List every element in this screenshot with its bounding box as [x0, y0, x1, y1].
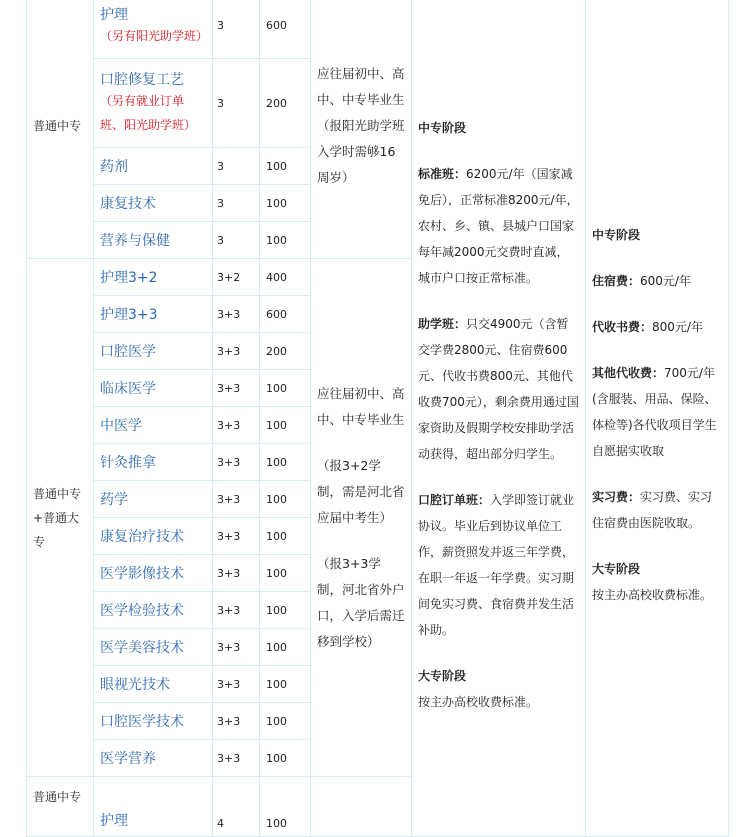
- fee-aid-text: 只交4900元（含暂交学费2800元、住宿费600元、代收书费800元、其他代收费700元），剩余费用通过国家资助及假期学校安排助学活动获得，超出部分归学生。: [418, 316, 579, 461]
- plan-cell: 100: [260, 370, 311, 407]
- major-note: （另有就业订单班、阳光助学班）: [100, 94, 197, 132]
- years-cell: 3: [213, 185, 260, 222]
- fee-order-label: 口腔订单班：: [418, 492, 491, 507]
- requirement-text-2: （报3+2学制，需是河北省应届中考生）: [317, 457, 405, 525]
- plan-cell: 100: [260, 592, 311, 629]
- plan-cell: 200: [260, 59, 311, 148]
- major-name: 口腔医学技术: [94, 703, 213, 740]
- major-name: 护理: [100, 6, 128, 23]
- major-name: 中医学: [94, 407, 213, 444]
- other-dz-title: 大专阶段: [592, 561, 641, 576]
- years-cell: 3: [213, 222, 260, 259]
- books-label: 代收书费：: [592, 319, 653, 334]
- category-cell: 普通中专: [27, 777, 94, 837]
- major-name: 康复技术: [94, 185, 213, 222]
- years-cell: 3+3: [213, 703, 260, 740]
- major-name: 针灸推拿: [94, 444, 213, 481]
- plan-cell: 600: [260, 0, 311, 59]
- requirement-text-1: 应往届初中、高中、中专毕业生: [317, 385, 405, 427]
- other-zz-title: 中专阶段: [592, 227, 641, 242]
- major-name: 医学美容技术: [94, 629, 213, 666]
- intern-text: 实习费、实习住宿费由医院收取。: [592, 489, 713, 530]
- plan-cell: 600: [260, 296, 311, 333]
- requirement-cell: [311, 259, 412, 777]
- years-cell: 3+3: [213, 555, 260, 592]
- lodging-label: 住宿费：: [592, 273, 641, 288]
- major-note: （另有阳光助学班）: [100, 28, 209, 43]
- plan-cell: 100: [260, 518, 311, 555]
- years-cell: 3+3: [213, 740, 260, 777]
- major-name: 口腔医学: [94, 333, 213, 370]
- fee-dz-text: 按主办高校收费标准。: [418, 694, 539, 709]
- plan-cell: 100: [260, 481, 311, 518]
- plan-cell: 100: [260, 444, 311, 481]
- years-cell: 3+3: [213, 296, 260, 333]
- plan-cell: 100: [260, 185, 311, 222]
- misc-text: 700元/年(含服装、用品、保险、体检等)各代收项目学生自愿据实收取: [592, 365, 717, 458]
- intern-label: 实习费：: [592, 489, 641, 504]
- years-cell: 3+3: [213, 629, 260, 666]
- plan-cell: 100: [260, 148, 311, 185]
- major-name: 药学: [94, 481, 213, 518]
- major-name: 医学营养: [94, 740, 213, 777]
- major-name: 眼视光技术: [94, 666, 213, 703]
- fee-cell: [412, 0, 586, 837]
- plan-cell: 400: [260, 259, 311, 296]
- years-cell: 3+3: [213, 370, 260, 407]
- major-name: 营养与保健: [94, 222, 213, 259]
- major-name: 医学影像技术: [94, 555, 213, 592]
- major-name: 护理: [94, 777, 213, 837]
- fee-order: [418, 487, 579, 643]
- major-name: 护理3+2: [94, 259, 213, 296]
- fee-standard-label: 标准班：: [418, 166, 467, 181]
- lodging-text: 600元/年: [640, 273, 691, 288]
- category-cell: 普通中专+普通大专: [27, 259, 94, 777]
- fee-aid: [418, 311, 579, 467]
- years-cell: 3: [213, 59, 260, 148]
- misc-label: 其他代收费：: [592, 365, 665, 380]
- years-cell: 3+2: [213, 259, 260, 296]
- years-cell: 3+3: [213, 407, 260, 444]
- fee-standard-text: 6200元/年（国家减免后），正常标准8200元/年，农村、乡、镇、县城户口国家每年减2000元交费时直减，城市户口按正常标准。: [418, 166, 579, 285]
- years-cell: 3: [213, 148, 260, 185]
- plan-cell: 100: [260, 703, 311, 740]
- major-name: 康复治疗技术: [94, 518, 213, 555]
- years-cell: 3+3: [213, 481, 260, 518]
- plan-cell: 200: [260, 333, 311, 370]
- major-cell: [94, 59, 213, 148]
- years-cell: 3+3: [213, 444, 260, 481]
- major-cell: [94, 0, 213, 59]
- major-name: 医学检验技术: [94, 592, 213, 629]
- enrollment-table: [26, 0, 729, 837]
- plan-cell: 100: [260, 629, 311, 666]
- years-cell: 3+3: [213, 518, 260, 555]
- plan-cell: 100: [260, 666, 311, 703]
- category-cell: 普通中专: [27, 0, 94, 259]
- fee-order-text: 入学即签订就业协议。毕业后到协议单位工作，薪资照发并返三年学费，在职一年返一年学费。实习期间免实习费、食宿费并发生活补助。: [418, 492, 575, 637]
- plan-cell: 100: [260, 407, 311, 444]
- other-dz-text: 按主办高校收费标准。: [592, 587, 713, 602]
- books-text: 800元/年: [652, 319, 703, 334]
- plan-cell: 100: [260, 555, 311, 592]
- requirement-cell: [311, 777, 412, 837]
- fee-zz-title: 中专阶段: [418, 120, 467, 135]
- requirement-cell: 应往届初中、高中、中专毕业生（报阳光助学班入学时需够16周岁）: [311, 0, 412, 259]
- major-name: 药剂: [94, 148, 213, 185]
- table-row: [27, 0, 729, 59]
- fee-aid-label: 助学班：: [418, 316, 467, 331]
- major-name: 临床医学: [94, 370, 213, 407]
- other-fee-cell: [586, 0, 729, 837]
- requirement-text-3: （报3+3学制，河北省外户口，入学后需迁移到学校）: [317, 555, 405, 649]
- fee-dz-title: 大专阶段: [418, 668, 467, 683]
- years-cell: 3: [213, 0, 260, 59]
- major-name: 口腔修复工艺: [100, 72, 184, 88]
- fee-standard: [418, 161, 579, 291]
- years-cell: 3+3: [213, 333, 260, 370]
- plan-cell: 100: [260, 740, 311, 777]
- major-name: 护理3+3: [94, 296, 213, 333]
- years-cell: 3+3: [213, 666, 260, 703]
- plan-cell: 100: [260, 222, 311, 259]
- plan-cell: 100: [260, 777, 311, 837]
- years-cell: 4: [213, 777, 260, 837]
- years-cell: 3+3: [213, 592, 260, 629]
